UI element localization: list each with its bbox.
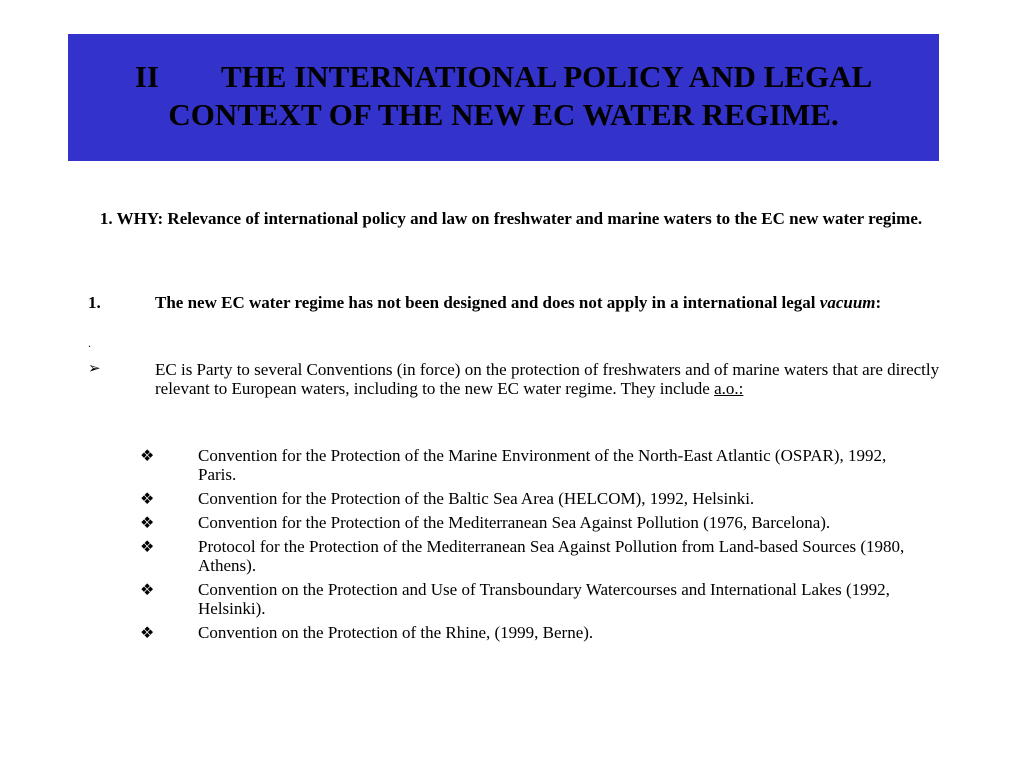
convention-text: Convention on the Protection and Use of Transboundary Watercourses and International Lakes (1992, Helsinki). — [198, 580, 890, 618]
slide-subtitle: 1. WHY: Relevance of international policy and law on freshwater and marine waters to the EC new water regime. — [99, 209, 923, 228]
diamond-bullet-icon: ❖ — [140, 537, 155, 556]
diamond-bullet-icon: ❖ — [140, 513, 155, 532]
stray-dot: . — [88, 336, 91, 350]
arrow-item-underlined: a.o.: — [714, 379, 744, 398]
convention-text: Convention for the Protection of the Mediterranean Sea Against Pollution (1976, Barcelona). — [198, 513, 831, 532]
convention-text: Convention on the Protection of the Rhine, (1999, Berne). — [198, 623, 594, 642]
diamond-bullet-icon: ❖ — [140, 489, 155, 508]
title-number: II — [134, 59, 159, 94]
convention-item — [140, 513, 920, 532]
point-1-italic: vacuum — [819, 293, 876, 312]
arrow-item-main-text: EC is Party to several Conventions (in force) on the protection of freshwaters and of marine waters that are directly relevant to European waters, including to the new EC water regime. They include — [155, 360, 940, 398]
title-banner — [68, 34, 939, 161]
convention-text: Convention for the Protection of the Marine Environment of the North-East Atlantic (OSPAR), 1992, Paris. — [198, 446, 887, 484]
convention-item — [140, 489, 920, 508]
point-1-text — [155, 293, 940, 312]
slide-title — [68, 58, 939, 134]
arrow-item-text — [155, 360, 940, 398]
point-1-main-text: The new EC water regime has not been designed and does not apply in a international legal — [155, 293, 816, 312]
convention-text: Protocol for the Protection of the Mediterranean Sea Against Pollution from Land-based Sources (1980, Athens). — [198, 537, 905, 575]
point-1-number: 1. — [88, 293, 101, 312]
diamond-bullet-icon: ❖ — [140, 446, 155, 465]
arrow-bullet-icon: ➢ — [88, 361, 101, 377]
convention-item — [140, 580, 920, 618]
conventions-list — [140, 446, 920, 647]
diamond-bullet-icon: ❖ — [140, 623, 155, 642]
convention-item — [140, 537, 920, 575]
title-text: THE INTERNATIONAL POLICY AND LEGAL CONTEXT OF THE NEW EC WATER REGIME. — [168, 59, 873, 132]
point-1-colon: : — [875, 293, 882, 312]
convention-text: Convention for the Protection of the Baltic Sea Area (HELCOM), 1992, Helsinki. — [198, 489, 755, 508]
convention-item — [140, 446, 920, 484]
convention-item — [140, 623, 920, 642]
diamond-bullet-icon: ❖ — [140, 580, 155, 599]
